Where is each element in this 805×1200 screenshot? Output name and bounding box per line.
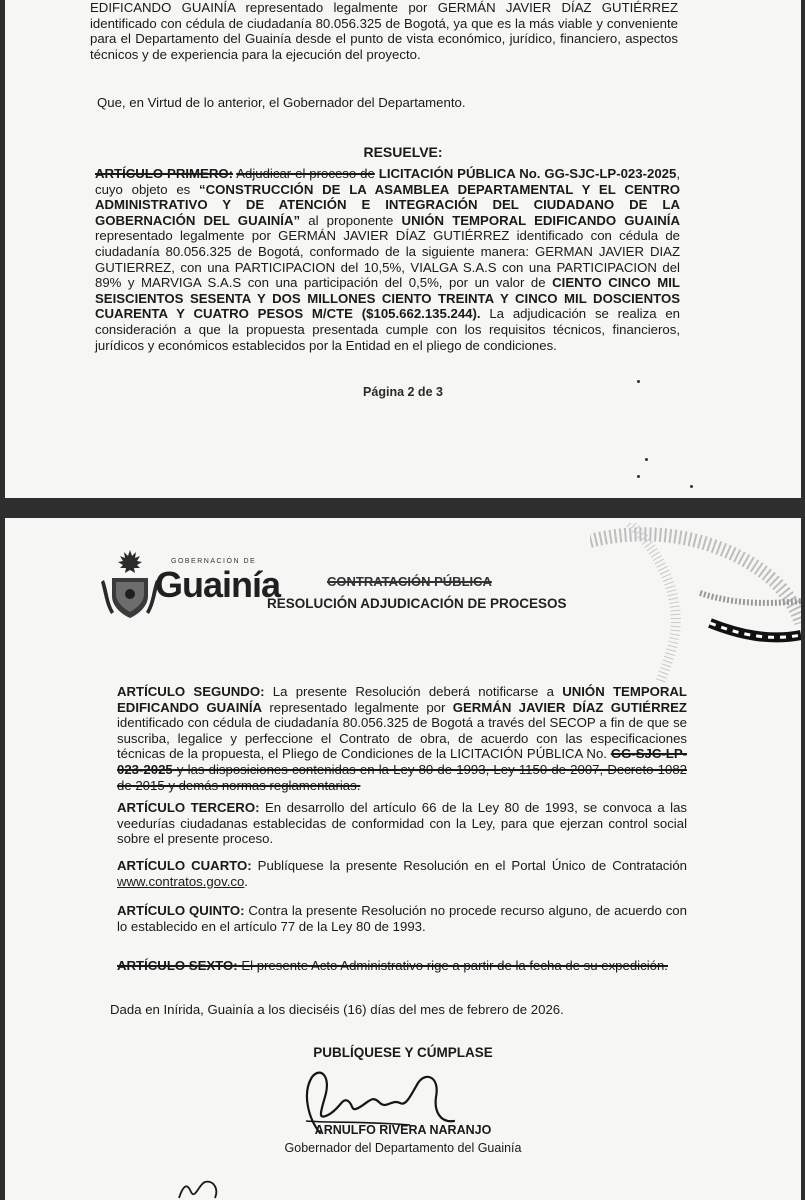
- articulo-primero-text-5: La adjudicación se realiza en consideración a que la propuesta presentada cumple con los requisitos técnicos, financieros, jurídicos y económicos establecidos por la Entidad en el pliego de condiciones.: [95, 306, 680, 353]
- resuelve-heading: RESUELVE:: [363, 144, 443, 160]
- decorative-ribbon-icon: [590, 523, 801, 683]
- header-resolucion-title: RESOLUCIÓN ADJUDICACIÓN DE PROCESOS: [267, 596, 567, 611]
- articulo-tercero: [117, 800, 687, 847]
- articulo-primero-text-1: Adjudicar el proceso de: [236, 166, 375, 181]
- articulo-segundo-text-1: La presente Resolución deberá notificarse a: [264, 684, 554, 699]
- scan-speck: [645, 458, 648, 461]
- initials-scribble: [175, 1178, 255, 1200]
- articulo-cuarto-period: .: [244, 873, 248, 889]
- articulo-cuarto-text: Publíquese la presente Resolución en el Portal Único de Contratación: [251, 858, 687, 873]
- document-page-1: [5, 0, 801, 498]
- articulo-segundo-text-4: y las disposiciones contenidas en la Ley 80 de 1993, Ley 1150 de 2007, Decreto 1082 de 2015 y demás normas reglamentarias.: [117, 761, 687, 793]
- signer-title: Gobernador del Departamento del Guainía: [284, 1141, 522, 1155]
- articulo-segundo-licitacion: GG-SJC-LP-023-2025: [117, 746, 688, 777]
- articulo-quinto-label: ARTÍCULO QUINTO:: [117, 903, 245, 918]
- articulo-cuarto: [117, 858, 687, 889]
- articulo-primero-text-3: al proponente: [300, 212, 394, 228]
- scan-speck: [637, 380, 640, 383]
- articulo-segundo-label: ARTÍCULO SEGUNDO:: [117, 684, 265, 699]
- articulo-segundo-text-3: identificado con cédula de ciudadanía 80.056.325 de Bogotá a través del SECOP a fin de que se suscriba, legalice y perfeccione el Contrato de obra, de acuerdo con las especificaciones técnicas de la propuesta, el Pliego de Condiciones de la LICITACIÓN PÚBLICA No.: [117, 715, 687, 762]
- articulo-segundo-union-temporal: UNIÓN TEMPORAL EDIFICANDO GUAINÍA: [117, 684, 687, 715]
- articulo-primero-licitacion: LICITACIÓN PÚBLICA No. GG-SJC-LP-023-2025: [378, 166, 677, 181]
- signer-name: ARNULFO RIVERA NARANJO: [314, 1123, 492, 1137]
- articulo-quinto: [117, 903, 687, 934]
- articulo-cuarto-label: ARTÍCULO CUARTO:: [117, 858, 252, 873]
- scan-speck: [690, 485, 693, 488]
- articulo-sexto: [117, 958, 692, 974]
- articulo-primero-text-2: , cuyo objeto es: [95, 166, 680, 197]
- articulo-segundo: [117, 684, 687, 793]
- articulo-primero-objeto: “CONSTRUCCIÓN DE LA ASAMBLEA DEPARTAMENTAL Y EL CENTRO ADMINISTRATIVO Y DE ATENCIÓN E INTEGRACIÓN DEL CIUDADANO DE LA GOBERNACIÓN DEL GUAINÍA”: [95, 181, 680, 228]
- gobernacion-label: GOBERNACIÓN DE: [171, 558, 257, 565]
- contratos-link[interactable]: www.contratos.gov.co: [117, 873, 245, 889]
- articulo-primero-text-4: representado legalmente por GERMÁN JAVIER DÍAZ GUTIÉRREZ identificado con cédula de ciudadanía 80.056.325 de Bogotá, conformado de la siguiente manera: GERMAN JAVIER DIAZ GUTIERREZ, con una PARTICIPACION del 10,5%, VIALGA S.A.S con una PARTICIPACION del 89% y MARVIGA S.A.S con una participación del 0,5%, por un valor de: [95, 228, 680, 291]
- articulo-tercero-text: En desarrollo del artículo 66 de la Ley 80 de 1993, se convoca a las veedurías ciudadanas establecidas de conformidad con la Ley, para que ejerzan control social sobre el presente proceso.: [117, 800, 687, 847]
- articulo-segundo-text-2: representado legalmente por: [262, 699, 446, 715]
- dada-en-inirida: Dada en Inírida, Guainía a los dieciséis (16) días del mes de febrero de 2026.: [110, 1002, 564, 1017]
- articulo-primero-valor: CIENTO CINCO MIL SEISCIENTOS SESENTA Y DOS MILLONES CIENTO TREINTA Y CINCO MIL DOSCIENTOS CUARENTA Y CUATRO PESOS M/CTE ($105.662.135.244).: [95, 275, 680, 322]
- articulo-quinto-text: Contra la presente Resolución no procede recurso alguno, de acuerdo con lo establecido en el artículo 77 de la Ley 80 de 1993.: [117, 903, 687, 934]
- articulo-sexto-label: ARTÍCULO SEXTO:: [117, 958, 238, 973]
- paragraph-top-continuation: EDIFICANDO GUAINÍA representado legalmente por GERMÁN JAVIER DÍAZ GUTIÉRREZ identificado con cédula de ciudadanía 80.056.325 de Bogotá, ya que es la más viable y conveniente para el Departamento del Guainía desde el punto de vista económico, jurídico, financiero, aspectos técnicos y de experiencia para la ejecución del proyecto.: [90, 0, 678, 62]
- articulo-primero-proponente: UNIÓN TEMPORAL EDIFICANDO GUAINÍA: [401, 212, 680, 228]
- header-contratacion-publica: CONTRATACIÓN PÚBLICA: [327, 574, 492, 589]
- paragraph-que: Que, en Virtud de lo anterior, el Gobernador del Departamento.: [97, 95, 466, 110]
- page-number: Página 2 de 3: [363, 385, 443, 399]
- publiquese-heading: PUBLÍQUESE Y CÚMPLASE: [313, 1045, 493, 1060]
- articulo-tercero-label: ARTÍCULO TERCERO:: [117, 800, 260, 815]
- articulo-primero: [95, 166, 680, 353]
- articulo-primero-label: ARTÍCULO PRIMERO:: [95, 166, 233, 181]
- guainia-logo-text: Guainía: [155, 564, 281, 605]
- articulo-sexto-text: El presente Acto Administrativo rige a partir de la fecha de su expedición.: [237, 958, 668, 973]
- articulo-segundo-representante: GERMÁN JAVIER DÍAZ GUTIÉRREZ: [452, 699, 687, 715]
- document-page-2: [5, 518, 801, 1200]
- guainia-coat-of-arms-icon: [100, 548, 160, 620]
- scan-speck: [637, 475, 640, 478]
